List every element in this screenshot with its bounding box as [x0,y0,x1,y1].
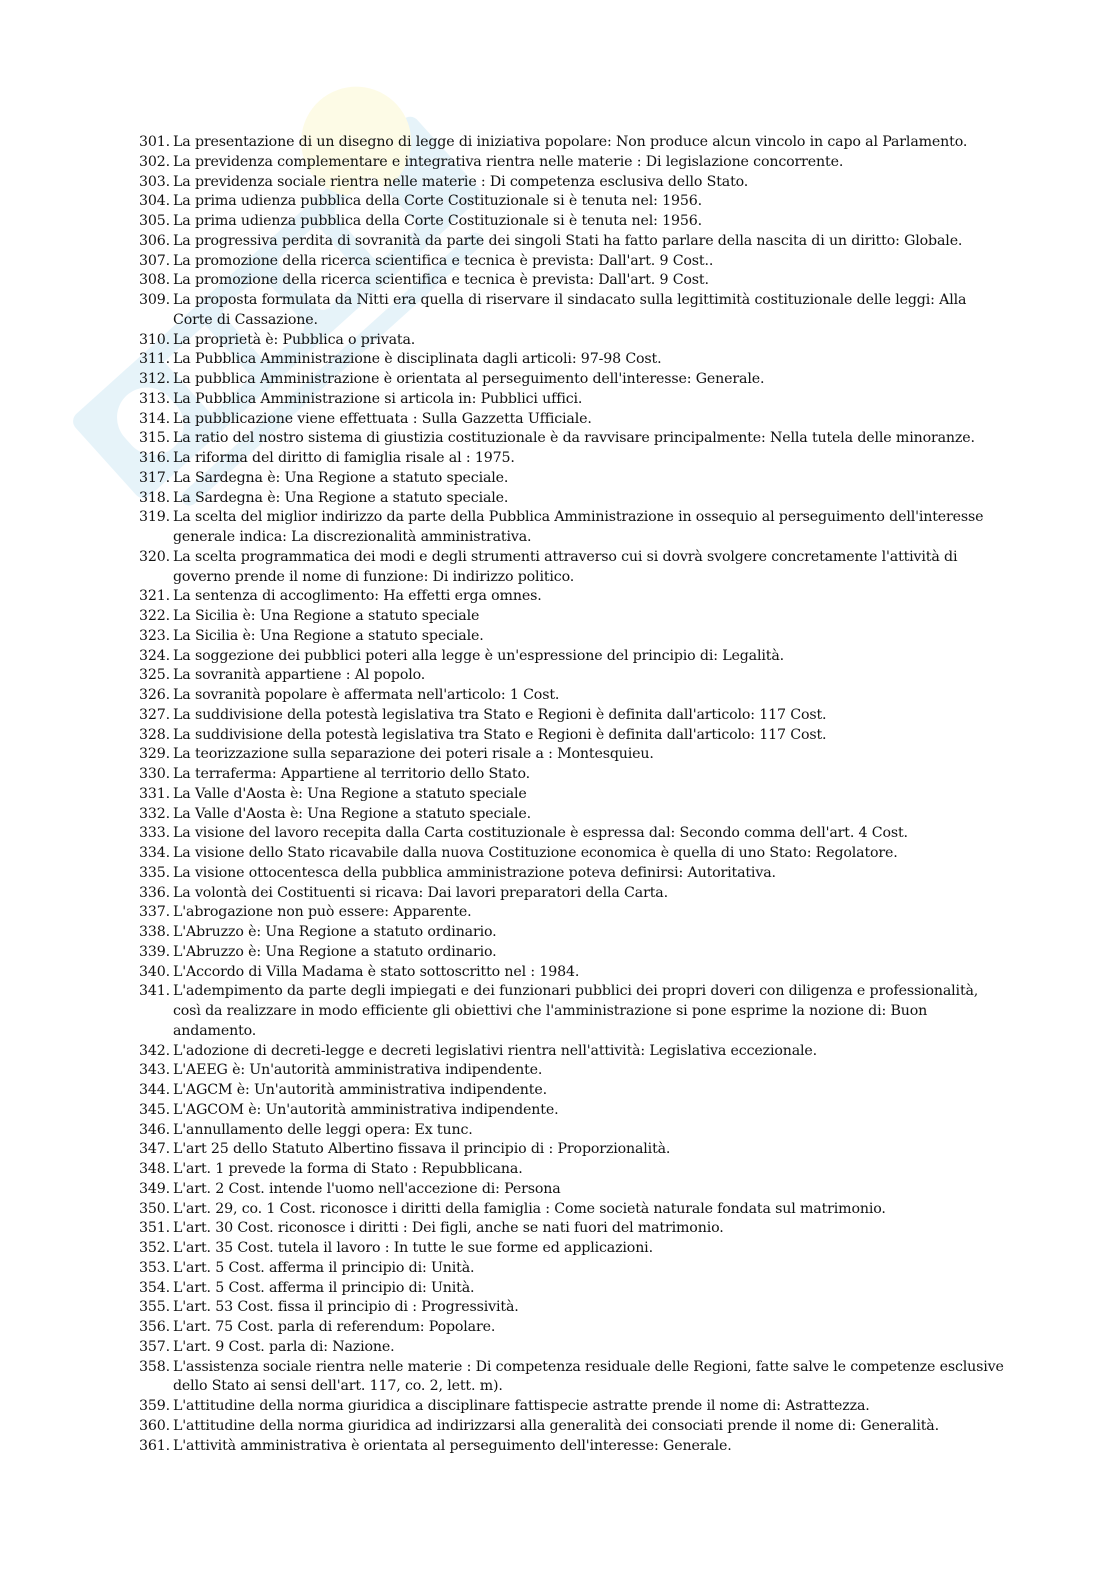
item-number: 325. [139,667,170,684]
item-number: 311. [139,351,170,368]
item-number: 345. [139,1101,170,1118]
item-number: 312. [139,371,170,387]
list-item [139,291,1009,331]
item-text: L'assistenza sociale rientra nelle materie : Di competenza residuale delle Regioni, fatte salve le competenze esclusive dello Stato ai sensi dell'art. 117, co. 2, lett. m). [173,1358,1004,1395]
item-text: L'art. 35 Cost. tutela il lavoro : In tutte le sue forme ed applicazioni. [173,1240,653,1256]
list-item [139,706,1009,726]
item-number: 305. [139,213,170,229]
list-item [139,903,1009,923]
item-text: L'AGCOM è: Un'autorità amministrativa indipendente. [173,1101,559,1118]
list-item [139,923,1009,943]
item-number: 351. [139,1220,170,1237]
item-number: 335. [139,864,170,881]
item-number: 306. [139,232,170,249]
item-text: La pubblicazione viene effettuata : Sulla Gazzetta Ufficiale. [173,410,592,427]
item-number: 342. [139,1042,170,1059]
item-number: 356. [139,1319,170,1335]
item-number: 314. [139,410,170,427]
item-text: L'art. 30 Cost. riconosce i diritti : Dei figli, anche se nati fuori del matrimonio. [173,1220,724,1237]
list-item [139,508,1009,548]
list-item [139,153,1009,173]
item-text: La sovranità appartiene : Al popolo. [173,667,426,684]
item-number: 308. [139,272,170,289]
item-number: 322. [139,608,170,624]
list-item [139,963,1009,983]
item-text: La scelta del miglior indirizzo da parte della Pubblica Amministrazione in ossequio al perseguimento dell'interesse generale indica: La discrezionalità amministrativa. [173,509,984,545]
item-text: L'attività amministrativa è orientata al perseguimento dell'interesse: Generale. [173,1437,732,1454]
item-number: 353. [139,1259,170,1276]
item-text: L'abrogazione non può essere: Apparente. [173,904,472,921]
list-item [139,192,1009,212]
item-text: La Sardegna è: Una Regione a statuto speciale. [173,489,509,506]
item-number: 307. [139,252,170,269]
list-item [139,844,1009,864]
item-number: 329. [139,746,170,763]
list-item [139,212,1009,232]
list-item [139,1279,1009,1299]
list-item [139,785,1009,805]
item-number: 328. [139,726,170,743]
item-number: 358. [139,1358,170,1375]
list-item [139,607,1009,627]
list-item [139,173,1009,193]
item-text: La sovranità popolare è affermata nell'articolo: 1 Cost. [173,687,560,703]
item-number: 302. [139,153,170,170]
item-text: La Valle d'Aosta è: Una Regione a statuto speciale [173,785,527,802]
list-item [139,943,1009,963]
list-item [139,390,1009,410]
item-number: 326. [139,687,170,703]
item-text: La prima udienza pubblica della Corte Costituzionale si è tenuta nel: 1956. [173,193,702,210]
item-number: 332. [139,805,170,822]
item-number: 346. [139,1121,170,1138]
item-text: L'art. 75 Cost. parla di referendum: Popolare. [173,1319,496,1335]
item-text: L'Abruzzo è: Una Regione a statuto ordinario. [173,943,497,960]
list-item [139,1358,1009,1398]
item-number: 318. [139,489,170,506]
item-number: 327. [139,706,170,723]
item-text: L'Accordo di Villa Madama è stato sottoscritto nel : 1984. [173,963,580,980]
question-answer-list [139,133,1009,1456]
list-item [139,1140,1009,1160]
item-text: L'art. 5 Cost. afferma il principio di: Unità. [173,1279,475,1296]
list-item [139,1298,1009,1318]
item-text: L'adozione di decreti-legge e decreti legislativi rientra nell'attività: Legislativa eccezionale. [173,1042,818,1059]
list-item [139,469,1009,489]
item-text: La sentenza di accoglimento: Ha effetti erga omnes. [173,588,542,605]
item-text: La ratio del nostro sistema di giustizia costituzionale è da ravvisare principalmente: Nella tutela delle minoranze. [173,430,975,447]
list-item [139,331,1009,351]
list-item [139,1180,1009,1200]
item-text: L'art. 9 Cost. parla di: Nazione. [173,1338,395,1355]
list-item [139,1081,1009,1101]
list-item [139,982,1009,1041]
item-number: 359. [139,1398,170,1414]
item-number: 301. [139,134,170,150]
item-text: L'attitudine della norma giuridica a disciplinare fattispecie astratte prende il nome di: Astrattezza. [173,1398,870,1414]
item-text: L'attitudine della norma giuridica ad indirizzarsi alla generalità dei consociati prende il nome di: Generalità. [173,1417,939,1434]
item-text: L'art 25 dello Statuto Albertino fissava il principio di : Proporzionalità. [173,1141,671,1158]
item-number: 357. [139,1338,170,1355]
list-item [139,1417,1009,1437]
list-item [139,548,1009,588]
list-item [139,587,1009,607]
list-item [139,271,1009,291]
list-item [139,133,1009,153]
list-item [139,410,1009,430]
item-number: 330. [139,766,170,782]
item-number: 350. [139,1200,170,1217]
list-item [139,647,1009,667]
item-text: L'art. 29, co. 1 Cost. riconosce i diritti della famiglia : Come società naturale fondata sul matrimonio. [173,1200,886,1217]
item-number: 355. [139,1299,170,1316]
item-text: La proprietà è: Pubblica o privata. [173,331,416,348]
item-text: L'art. 1 prevede la forma di Stato : Repubblicana. [173,1161,523,1177]
item-text: La presentazione di un disegno di legge di iniziativa popolare: Non produce alcun vincolo in capo al Parlamento. [173,134,968,150]
item-text: La Sicilia è: Una Regione a statuto speciale [173,608,480,624]
list-item [139,686,1009,706]
item-text: L'art. 53 Cost. fissa il principio di : Progressività. [173,1299,519,1316]
item-number: 337. [139,904,170,921]
item-number: 361. [139,1437,170,1454]
item-text: La teorizzazione sulla separazione dei poteri risale a : Montesquieu. [173,746,654,763]
list-item [139,1437,1009,1457]
item-text: L'annullamento delle leggi opera: Ex tunc. [173,1121,473,1138]
item-text: La scelta programmatica dei modi e degli strumenti attraverso cui si dovrà svolgere concretamente l'attività di governo prende il nome di funzione: Di indirizzo politico. [173,548,958,585]
item-text: La visione dello Stato ricavabile dalla nuova Costituzione economica è quella di uno Stato: Regolatore. [173,845,898,861]
item-number: 334. [139,845,170,861]
list-item [139,1318,1009,1338]
item-number: 339. [139,943,170,960]
item-number: 348. [139,1161,170,1177]
item-text: L'AEEG è: Un'autorità amministrativa indipendente. [173,1062,543,1079]
item-text: La Pubblica Amministrazione è disciplinata dagli articoli: 97-98 Cost. [173,351,662,368]
list-item [139,805,1009,825]
item-number: 331. [139,785,170,802]
item-number: 324. [139,647,170,664]
list-item [139,666,1009,686]
item-text: La volontà dei Costituenti si ricava: Dai lavori preparatori della Carta. [173,884,668,901]
list-item [139,252,1009,272]
item-text: La proposta formulata da Nitti era quella di riservare il sindacato sulla legittimità costituzionale delle leggi: Alla Corte di Cassazione. [173,292,967,328]
item-number: 303. [139,173,170,190]
item-number: 320. [139,548,170,565]
item-text: La previdenza sociale rientra nelle materie : Di competenza esclusiva dello Stato. [173,173,749,190]
item-text: La suddivisione della potestà legislativa tra Stato e Regioni è definita dall'articolo: 117 Cost. [173,726,827,743]
item-number: 310. [139,331,170,348]
list-item [139,1239,1009,1259]
item-number: 304. [139,193,170,210]
list-item [139,726,1009,746]
list-item [139,765,1009,785]
item-text: La terraferma: Appartiene al territorio dello Stato. [173,766,530,782]
item-number: 319. [139,509,170,526]
item-number: 336. [139,884,170,901]
item-text: La visione del lavoro recepita dalla Carta costituzionale è espressa dal: Secondo comma dell'art. 4 Cost. [173,825,908,842]
item-number: 343. [139,1062,170,1079]
list-item [139,1397,1009,1417]
list-item [139,824,1009,844]
item-number: 317. [139,469,170,486]
item-number: 316. [139,450,170,466]
list-item [139,370,1009,390]
item-text: L'AGCM è: Un'autorità amministrativa indipendente. [173,1082,547,1098]
list-item [139,1160,1009,1180]
list-item [139,449,1009,469]
item-text: La previdenza complementare e integrativa rientra nelle materie : Di legislazione concorrente. [173,153,844,170]
item-number: 344. [139,1082,170,1098]
item-text: L'art. 2 Cost. intende l'uomo nell'accezione di: Persona [173,1180,561,1197]
item-number: 354. [139,1279,170,1296]
item-text: La progressiva perdita di sovranità da parte dei singoli Stati ha fatto parlare della nascita di un diritto: Globale. [173,232,963,249]
item-text: La prima udienza pubblica della Corte Costituzionale si è tenuta nel: 1956. [173,213,702,229]
item-text: La Sicilia è: Una Regione a statuto speciale. [173,627,484,644]
list-item [139,232,1009,252]
list-item [139,884,1009,904]
list-item [139,1338,1009,1358]
list-item [139,1121,1009,1141]
list-item [139,429,1009,449]
item-text: La Pubblica Amministrazione si articola in: Pubblici uffici. [173,390,583,407]
list-item [139,1101,1009,1121]
list-item [139,864,1009,884]
list-item [139,1042,1009,1062]
item-number: 338. [139,924,170,940]
item-text: La soggezione dei pubblici poteri alla legge è un'espressione del principio di: Legalità. [173,647,784,664]
item-text: L'art. 5 Cost. afferma il principio di: Unità. [173,1259,475,1276]
list-item [139,1061,1009,1081]
item-text: La promozione della ricerca scientifica e tecnica è prevista: Dall'art. 9 Cost. [173,272,709,289]
item-number: 360. [139,1417,170,1434]
item-number: 333. [139,825,170,842]
list-item [139,1219,1009,1239]
item-number: 349. [139,1180,170,1197]
item-text: La Sardegna è: Una Regione a statuto speciale. [173,469,509,486]
item-number: 340. [139,963,170,980]
list-item [139,1259,1009,1279]
list-item [139,1200,1009,1220]
item-number: 352. [139,1240,170,1256]
item-text: La Valle d'Aosta è: Una Regione a statuto speciale. [173,805,532,822]
item-number: 315. [139,430,170,447]
item-text: L'Abruzzo è: Una Regione a statuto ordinario. [173,924,497,940]
list-item [139,489,1009,509]
item-number: 347. [139,1141,170,1158]
item-text: La visione ottocentesca della pubblica amministrazione poteva definirsi: Autoritativa. [173,864,776,881]
list-item [139,350,1009,370]
item-text: La riforma del diritto di famiglia risale al : 1975. [173,450,515,466]
item-number: 313. [139,390,170,407]
list-item [139,745,1009,765]
item-number: 309. [139,292,170,308]
item-number: 323. [139,627,170,644]
item-text: La promozione della ricerca scientifica e tecnica è prevista: Dall'art. 9 Cost.. [173,252,714,269]
item-text: L'adempimento da parte degli impiegati e dei funzionari pubblici dei propri doveri con diligenza e professionalità, così da realizzare in modo efficiente gli obiettivi che l'amministrazione si pone esprime la nozione di: Buon andamento. [173,983,979,1039]
item-text: La pubblica Amministrazione è orientata al perseguimento dell'interesse: Generale. [173,371,765,387]
item-number: 321. [139,588,170,605]
item-number: 341. [139,983,170,1000]
list-item [139,627,1009,647]
item-text: La suddivisione della potestà legislativa tra Stato e Regioni è definita dall'articolo: 117 Cost. [173,706,827,723]
